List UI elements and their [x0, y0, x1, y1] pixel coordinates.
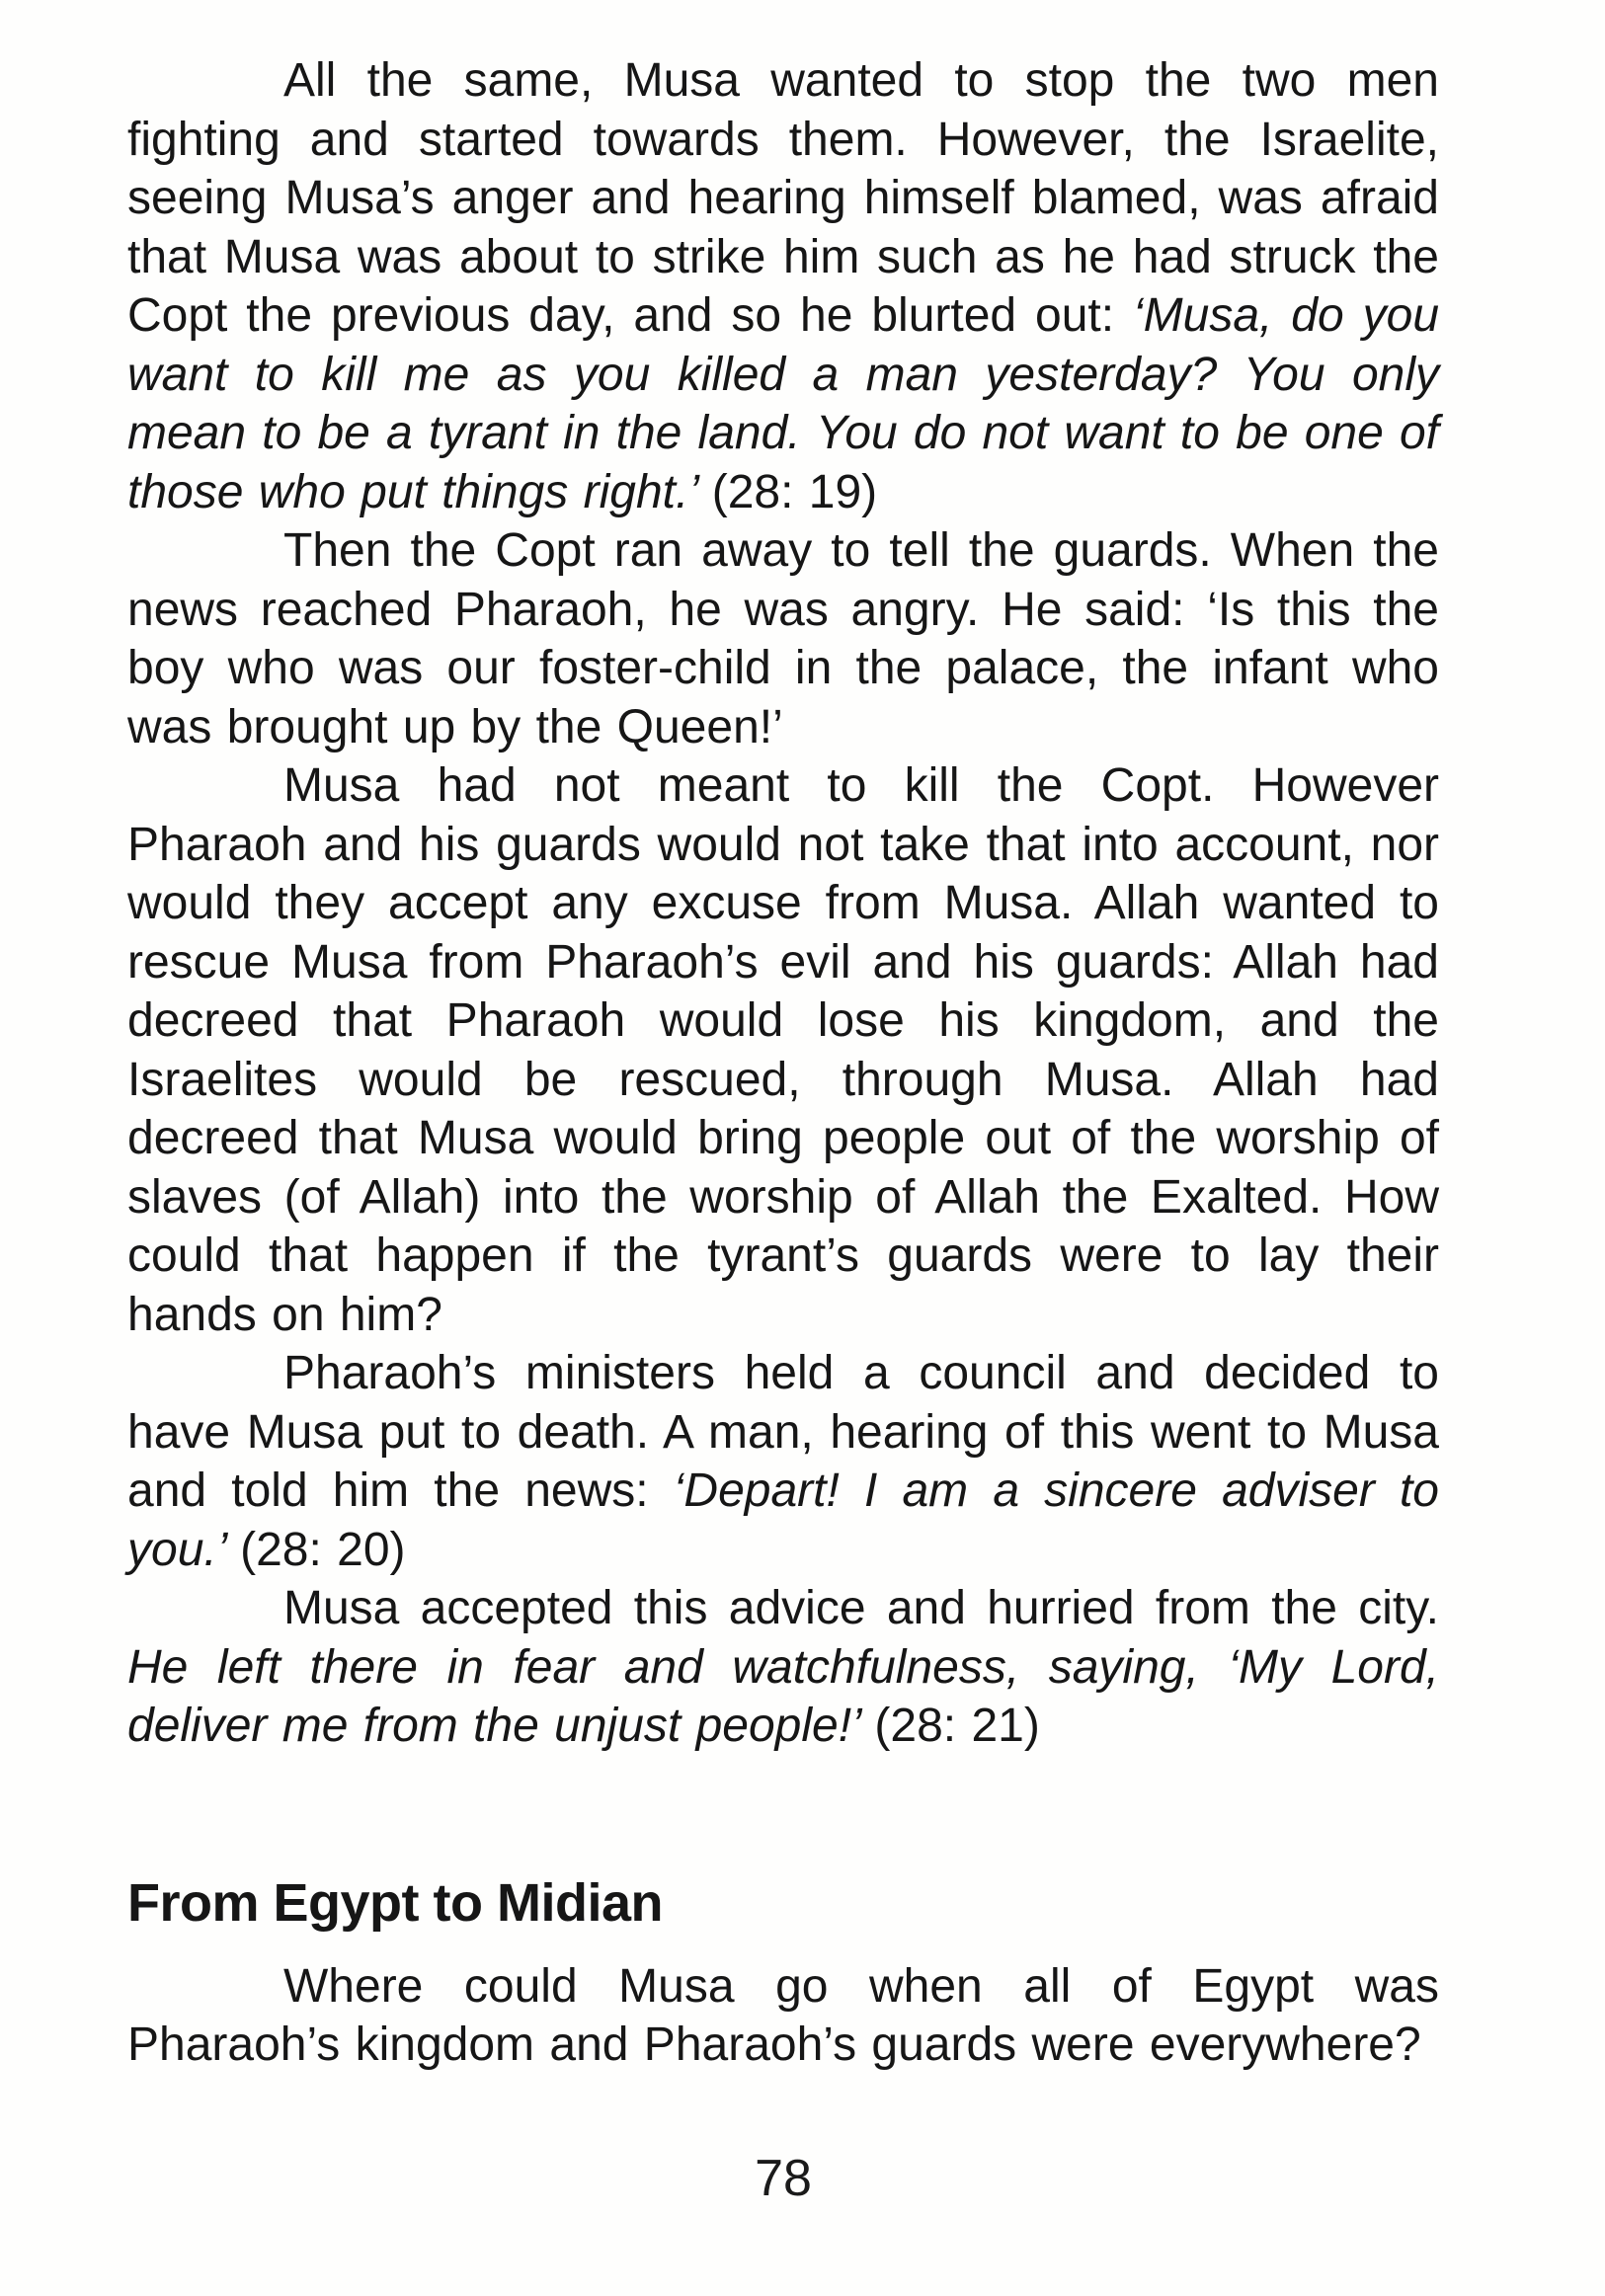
page-number: 78 [755, 2150, 812, 2207]
paragraph [127, 521, 1439, 756]
paragraph [127, 1957, 1439, 2075]
body-text-segment: (28: 20) [240, 1523, 406, 1576]
scripture-quote: ‘Depart! I am a sincere adviser to you.’ [127, 1465, 1439, 1576]
paragraph [127, 1344, 1439, 1579]
body-text-segment: Musa accepted this advice and hurried from the city. [283, 1582, 1439, 1634]
body-text-segment: All the same, Musa wanted to stop the two men fighting and started towards them. However, the Israelite, seeing Musa’s anger and hearing himself blamed, was afraid that Musa was about to strike him such as he had struck the Copt the previous day, and so he blurted out: [127, 54, 1439, 342]
paragraph [127, 1579, 1439, 1756]
paragraph [127, 51, 1439, 521]
page-body [127, 51, 1439, 2075]
body-text-segment: Musa had not meant to kill the Copt. However Pharaoh and his guards would not take that into account, nor would they accept any excuse from Musa. Allah wanted to rescue Musa from Pharaoh’s evil and his guards: Allah had decreed that Pharaoh would lose his kingdom, and the Israelites would be rescued, through Musa. Allah had decreed that Musa would bring people out of the worship of slaves (of Allah) into the worship of Allah the Exalted. How could that happen if the tyrant’s guards were to lay their hands on him? [127, 759, 1439, 1341]
section-heading: From Egypt to Midian [127, 1872, 663, 1933]
scripture-quote: He left there in fear and watchfulness, saying, ‘My Lord, deliver me from the unjust people!’ [127, 1640, 1439, 1752]
scripture-quote: ‘Musa, do you want to kill me as you killed a man yesterday? You only mean to be a tyrant in the land. You do not want to be one of those who put things right.’ [127, 289, 1440, 518]
body-text-segment: (28: 19) [711, 465, 878, 518]
body-text-segment: Pharaoh’s ministers held a council and decided to have Musa put to death. A man, hearing of this went to Musa and told him the news: [127, 1347, 1439, 1517]
body-text-segment: (28: 21) [874, 1700, 1040, 1752]
body-text-segment: Where could Musa go when all of Egypt was Pharaoh’s kingdom and Pharaoh’s guards were everywhere? [127, 1959, 1439, 2071]
paragraph [127, 756, 1439, 1344]
body-text-segment: Then the Copt ran away to tell the guards. When the news reached Pharaoh, he was angry. He said: ‘Is this the boy who was our foster-child in the palace, the infant who was brought up by the Queen!’ [127, 524, 1439, 753]
